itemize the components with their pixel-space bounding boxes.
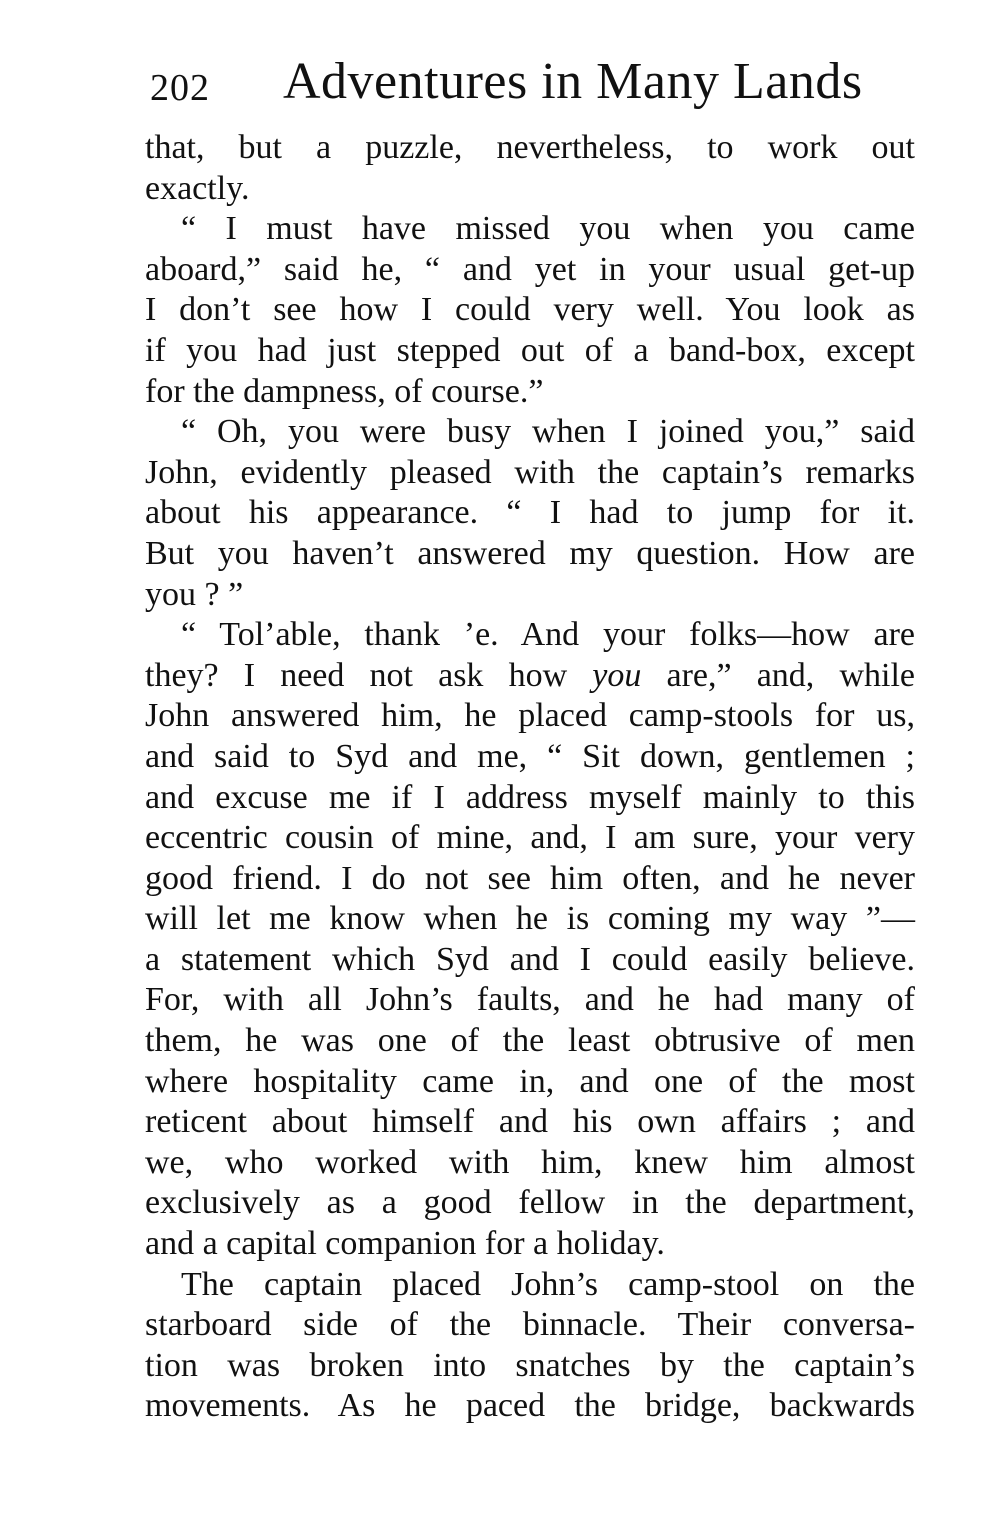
text-line: you ? ” [145,575,244,613]
text-line: “ Tol’able, thank ’e. And your folks—how are [181,616,915,654]
text-line: if you had just stepped out of a band-box, except [145,331,915,369]
text-line: I don’t see how I could very well. You look as [145,291,915,329]
text-line: reticent about himself and his own affairs ; and [145,1103,915,1141]
text-line: about his appearance. “ I had to jump for it. [145,494,915,532]
running-head [150,52,910,116]
text-line: But you haven’t answered my question. How are [145,534,915,572]
text-line: and excuse me if I address myself mainly to this [145,778,915,816]
text-line: for the dampness, of course.” [145,372,544,410]
text-run: are,” and, while [641,656,915,694]
text-line: where hospitality came in, and one of the most [145,1062,915,1100]
text-line: good friend. I do not see him often, and he never [145,859,915,897]
text-line: John, evidently pleased with the captain’s remarks [145,453,915,491]
text-line: aboard,” said he, “ and yet in your usual get-up [145,250,915,288]
page-number: 202 [150,67,210,109]
text-line: that, but a puzzle, nevertheless, to work out [145,129,915,166]
text-line: movements. As he paced the bridge, backwards [145,1387,915,1425]
text-line [145,656,915,697]
text-line: will let me know when he is coming my way ”— [145,900,915,938]
running-title: Adventures in Many Lands [283,53,863,110]
text-line: them, he was one of the least obtrusive of men [145,1022,915,1060]
italic-emphasis: you [592,656,642,694]
text-line: tion was broken into snatches by the captain’s [145,1346,915,1384]
text-line: “ Oh, you were busy when I joined you,” said [181,413,915,451]
text-line: John answered him, he placed camp-stools for us, [145,697,915,735]
text-line: For, with all John’s faults, and he had many of [145,981,915,1019]
text-line: and a capital companion for a holiday. [145,1225,665,1263]
text-line: “ I must have missed you when you came [181,210,915,248]
text-line: we, who worked with him, knew him almost [145,1143,915,1181]
text-line: starboard side of the binnacle. Their conversa- [145,1306,915,1344]
text-line: exactly. [145,169,250,207]
text-line: exclusively as a good fellow in the department, [145,1184,915,1222]
text-line: a statement which Syd and I could easily believe. [145,940,915,978]
text-line: and said to Syd and me, “ Sit down, gentlemen ; [145,737,915,775]
body-text [145,128,915,1427]
text-line: eccentric cousin of mine, and, I am sure, your very [145,819,915,857]
text-line: The captain placed John’s camp-stool on the [181,1265,915,1303]
text-run: they? I need not ask how [145,656,593,694]
